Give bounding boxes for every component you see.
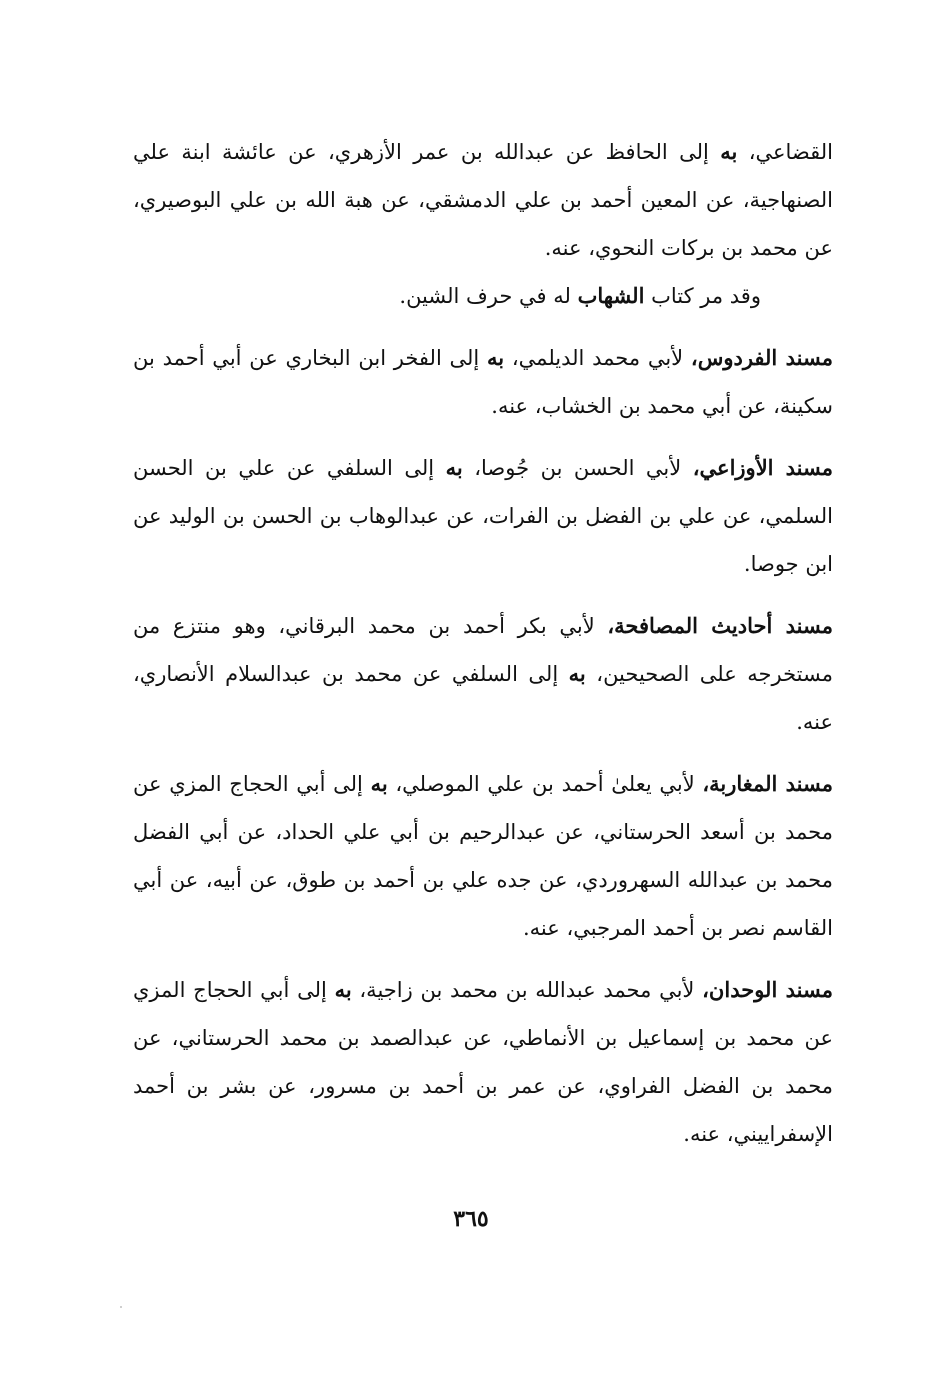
bold-segment: الشهاب (577, 283, 645, 308)
text-segment: لأبي محمد الديلمي، (504, 346, 691, 370)
bold-segment: به (370, 771, 388, 796)
entry-heading: مسند الوحدان، (702, 977, 833, 1002)
text-segment: له في حرف الشين. (399, 284, 578, 308)
scan-speck (120, 1306, 122, 1308)
paragraph-5 (133, 602, 833, 746)
paragraph-1 (133, 128, 833, 272)
text-segment: القضاعي، (737, 140, 834, 164)
bold-segment: به (445, 455, 463, 480)
paragraph-6 (133, 760, 833, 952)
paragraph-4 (133, 444, 833, 588)
page-number: ٣٦٥ (453, 1206, 489, 1232)
text-segment: لأبي محمد عبدالله بن محمد بن زاجية، (351, 978, 703, 1002)
bold-segment: به (334, 977, 352, 1002)
entry-heading: مسند المغاربة، (702, 771, 833, 796)
bold-segment: به (487, 345, 505, 370)
text-segment: وقد مر كتاب (644, 284, 761, 308)
paragraph-2 (133, 272, 833, 320)
entry-heading: مسند أحاديث المصافحة، (607, 613, 833, 638)
body-text (133, 128, 833, 1158)
bold-segment: به (720, 139, 738, 164)
text-segment: إلى أبي الحجاج المزي عن محمد بن أسعد الحرستاني، عن عبدالرحيم بن أبي علي الحداد، عن أبي الفضل محمد بن عبدالله السهروردي، عن جده علي بن أحمد بن طوق، عن أبيه، عن أبي القاسم نصر بن أحمد المرجبي، عنه. (133, 772, 833, 940)
bold-segment: به (568, 661, 586, 686)
paragraph-7 (133, 966, 833, 1158)
entry-heading: مسند الفردوس، (690, 345, 833, 370)
text-segment: لأبي الحسن بن جُوصا، (462, 456, 693, 480)
paragraph-3 (133, 334, 833, 430)
text-segment: إلى الحافظ عن عبدالله بن عمر الأزهري، عن عائشة ابنة علي الصنهاجية، عن المعين أحمد بن علي الدمشقي، عن هبة الله بن علي البوصيري، عن محمد بن بركات النحوي، عنه. (133, 140, 833, 260)
entry-heading: مسند الأوزاعي، (692, 455, 833, 480)
text-segment: لأبي يعلىٰ أحمد بن علي الموصلي، (387, 772, 703, 796)
text-segment: إلى الفخر ابن البخاري عن أبي أحمد بن سكينة، عن أبي محمد بن الخشاب، عنه. (133, 346, 833, 418)
text-segment: إلى السلفي عن علي بن الحسن السلمي، عن علي بن الفضل بن الفرات، عن عبدالوهاب بن الحسن بن الوليد عن ابن جوصا. (133, 456, 833, 576)
text-segment: إلى أبي الحجاج المزي عن محمد بن إسماعيل بن الأنماطي، عن عبدالصمد بن محمد الحرستاني، عن محمد بن الفضل الفراوي، عن عمر بن أحمد بن مسرور، عن بشر بن أحمد الإسفراييني، عنه. (133, 978, 833, 1146)
text-segment: إلى السلفي عن محمد بن عبدالسلام الأنصاري، عنه. (133, 662, 833, 734)
text-segment: لأبي بكر أحمد بن محمد البرقاني، وهو منتزع من مستخرجه على الصحيحين، (133, 614, 833, 686)
